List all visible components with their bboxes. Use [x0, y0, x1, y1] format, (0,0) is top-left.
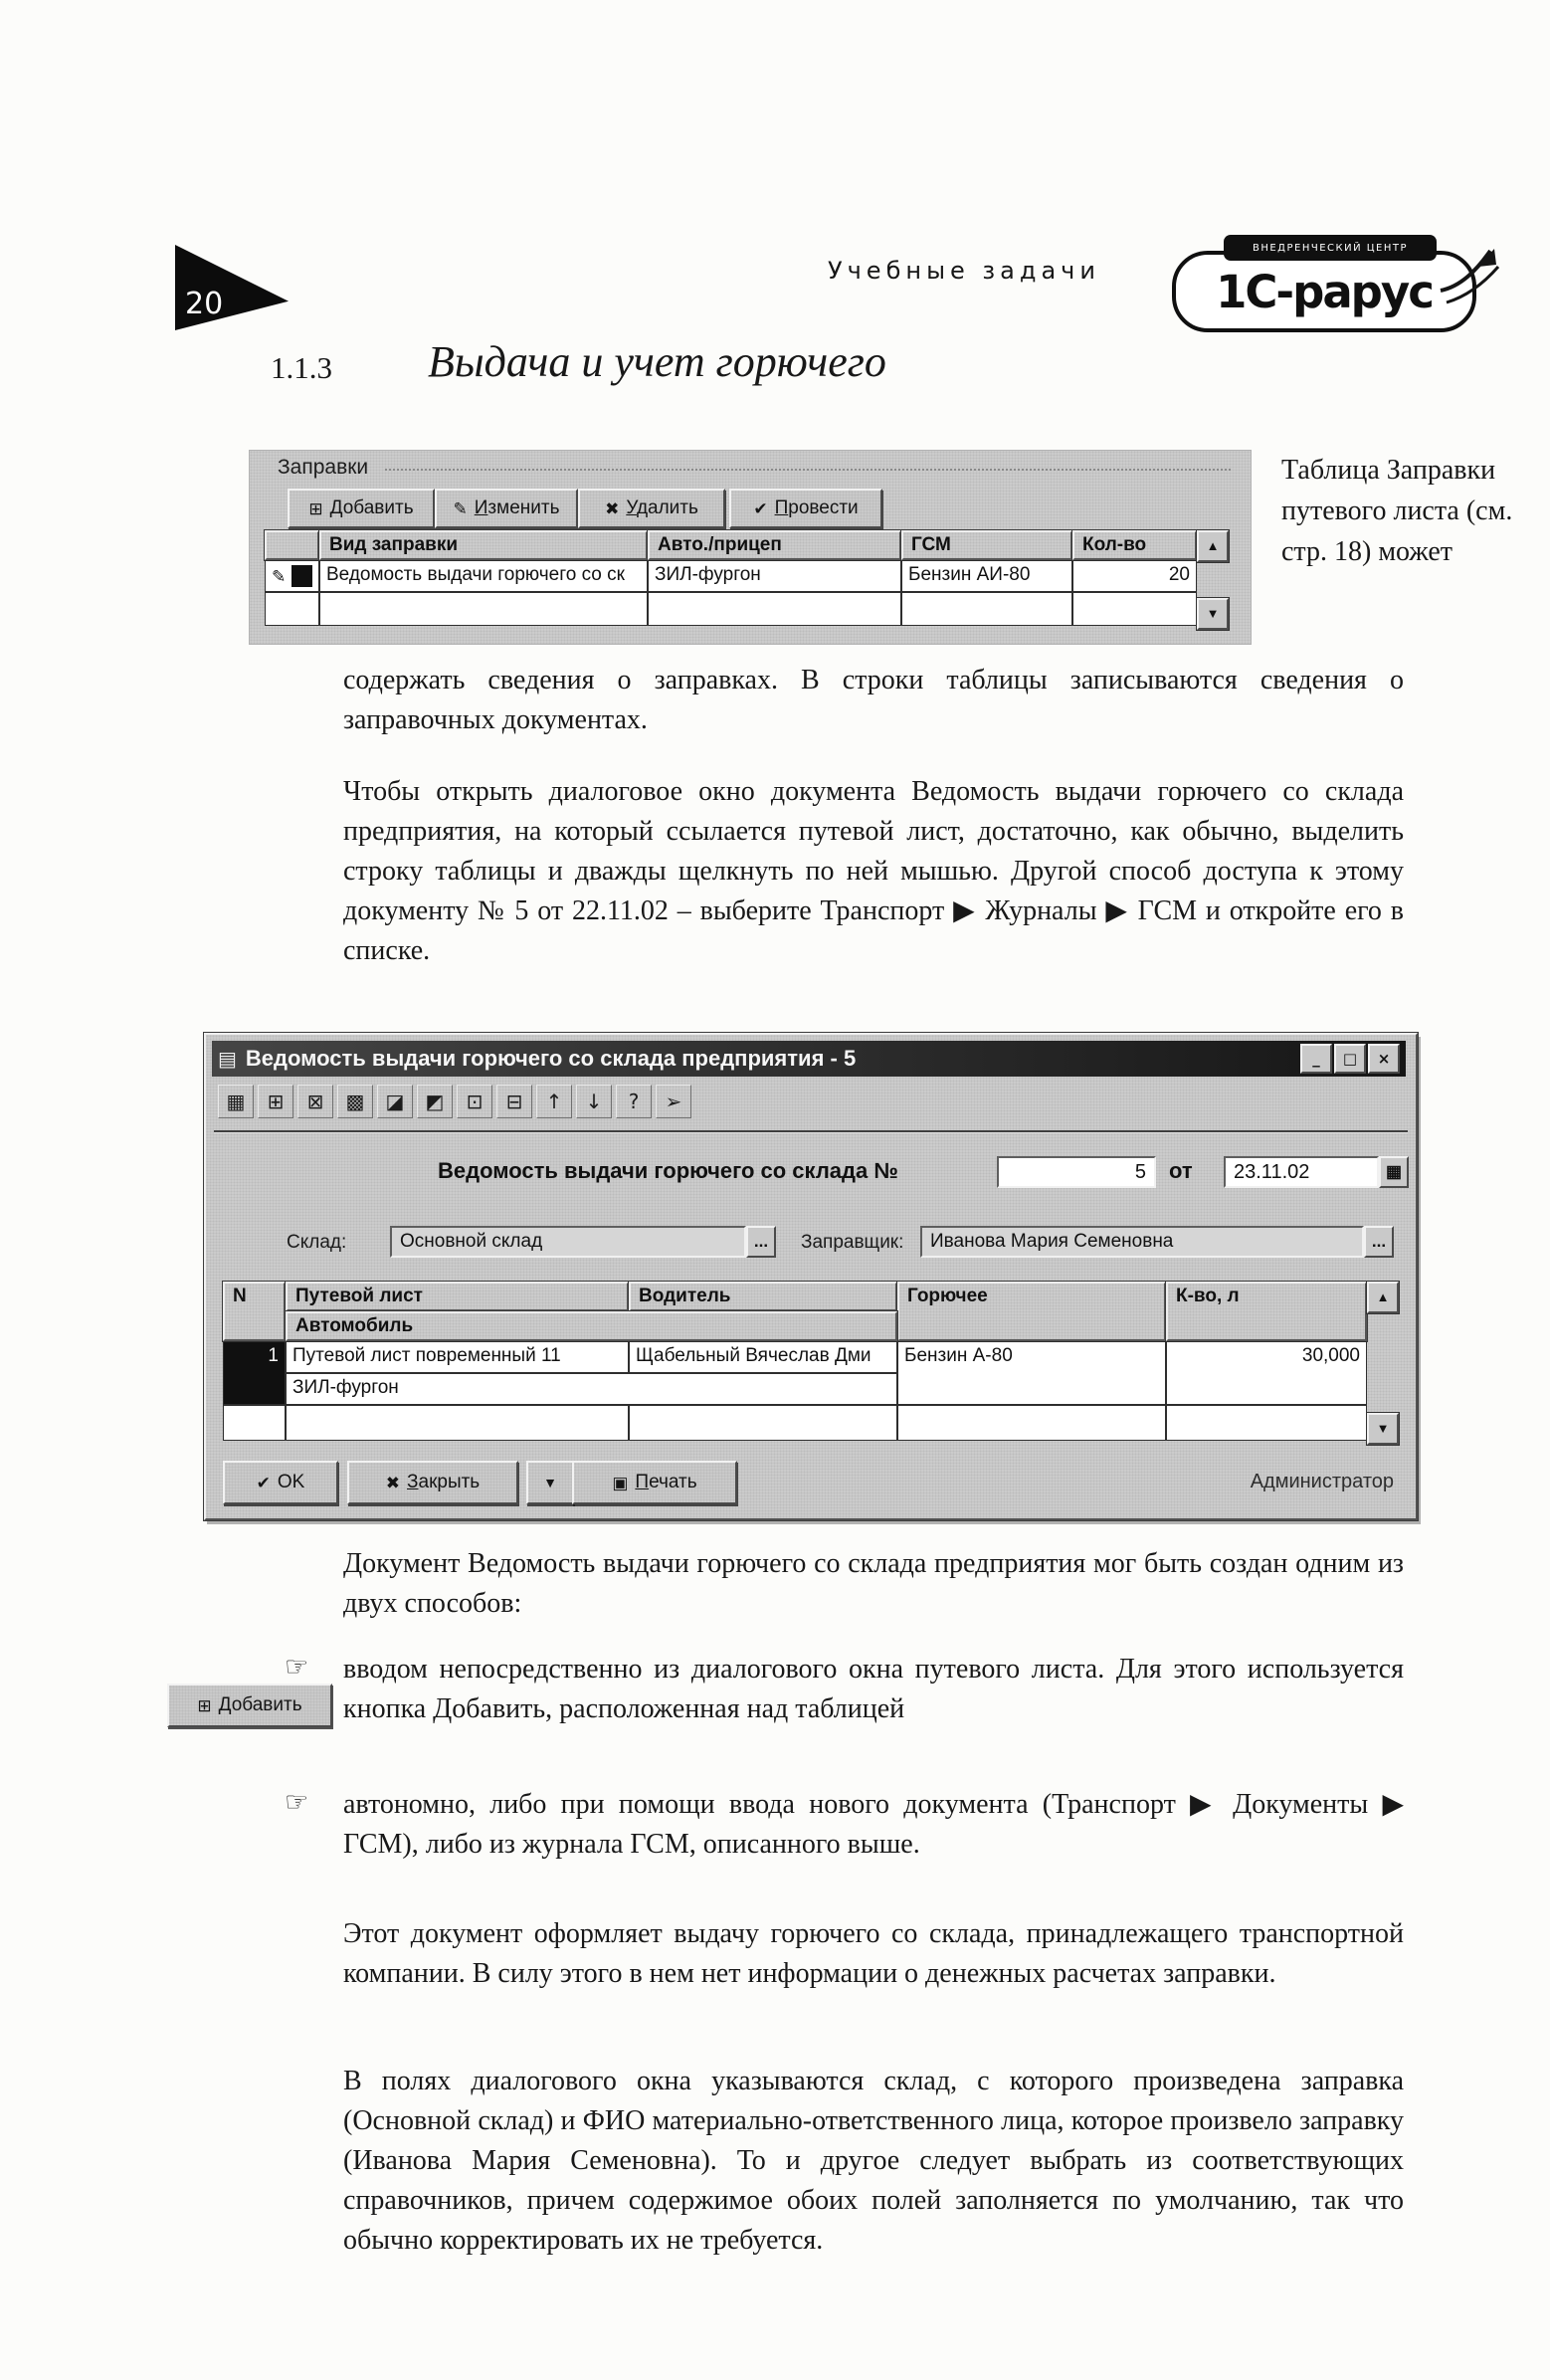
running-header: Учебные задачи	[828, 257, 1100, 285]
document-number-field[interactable]: 5	[997, 1156, 1156, 1188]
print-button-label: Печать	[635, 1472, 697, 1492]
edit-button-label: Изменить	[474, 497, 560, 518]
empty-cell	[1166, 1405, 1367, 1441]
1c-rarus-logo	[1172, 235, 1500, 334]
empty-cell	[629, 1405, 897, 1441]
column-header-vehicle: Авто./прицеп	[648, 530, 901, 560]
column-header-n: N	[223, 1282, 286, 1341]
empty-cell	[1072, 592, 1197, 626]
bullet-item-2: автономно, либо при помощи ввода нового документа (Транспорт ▶ Документы ▶ ГСМ), либо из журнала ГСМ, описанного выше.	[343, 1789, 1404, 1860]
cell-qty[interactable]: 30,000	[1166, 1341, 1367, 1405]
checkmark-icon: ✔	[753, 498, 768, 518]
edit-button[interactable]	[435, 489, 578, 528]
column-header-fuel: ГСМ	[901, 530, 1072, 560]
column-subheader-vehicle: Автомобиль	[286, 1311, 897, 1341]
empty-cell	[319, 592, 648, 626]
empty-cell	[897, 1405, 1166, 1441]
open-document-icon[interactable]: ◪	[377, 1085, 413, 1118]
page-number: 20	[185, 287, 224, 321]
pointing-hand-icon: ☞	[285, 1652, 309, 1683]
warehouse-label: Склад:	[287, 1232, 347, 1253]
dialog-toolbar	[218, 1085, 691, 1118]
cell-driver[interactable]: Щабельный Вячеслав Дми	[629, 1341, 897, 1373]
row-selector-box	[291, 565, 312, 587]
post-button-label: Провести	[774, 497, 859, 518]
help-icon[interactable]: ?	[616, 1085, 652, 1118]
filler-ellipsis-button[interactable]: ...	[1364, 1226, 1394, 1258]
margin-note: Таблица Заправки путевого листа (см. стр. 18) может	[1281, 455, 1513, 567]
empty-cell	[223, 1405, 286, 1441]
printer-icon: ▣	[612, 1473, 629, 1492]
sort-descending-icon[interactable]: ↓	[576, 1085, 612, 1118]
fuel-refill-panel-screenshot	[249, 450, 1252, 645]
paragraph-4: Этот документ оформляет выдачу горючего со склада, принадлежащего транспортной компании. В силу этого в нем нет информации о денежных расчетах заправки.	[343, 1918, 1404, 1989]
from-label: от	[1169, 1158, 1193, 1183]
context-help-icon[interactable]: ➢	[656, 1085, 691, 1118]
goto-document-icon[interactable]: ⊟	[496, 1085, 532, 1118]
groupbox-label: Заправки	[278, 456, 369, 479]
cell-qty[interactable]: 20	[1072, 560, 1197, 592]
delete-button[interactable]	[578, 489, 725, 528]
logo-text: 1С-рарус	[1216, 265, 1433, 318]
ok-button-label: OK	[277, 1472, 305, 1492]
add-button[interactable]	[288, 489, 435, 528]
empty-cell	[901, 592, 1072, 626]
row-marker-cell[interactable]	[265, 560, 319, 592]
maximize-button[interactable]: □	[1334, 1044, 1366, 1074]
checkmark-icon: ✔	[256, 1473, 271, 1492]
cell-fuel[interactable]: Бензин А-80	[897, 1341, 1166, 1405]
waybill-table	[223, 1282, 1395, 1441]
warehouse-ellipsis-button[interactable]: ...	[746, 1226, 776, 1258]
print-button[interactable]	[572, 1461, 737, 1504]
column-header-qty: Кол-во	[1072, 530, 1197, 560]
scroll-up-button[interactable]: ▲	[1367, 1282, 1399, 1313]
document-header-label: Ведомость выдачи горючего со склада №	[438, 1158, 898, 1183]
add-document-icon[interactable]: ⊡	[457, 1085, 492, 1118]
section-number: 1.1.3	[271, 350, 332, 385]
add-button-label: Добавить	[329, 497, 414, 518]
groupbox-rule	[385, 469, 1231, 471]
cell-fuel[interactable]: Бензин АИ-80	[901, 560, 1072, 592]
delete-button-label: Удалить	[626, 497, 698, 518]
chevron-down-icon: ▼	[543, 1475, 557, 1490]
cell-vehicle[interactable]: ЗИЛ-фургон	[648, 560, 901, 592]
margin-add-button-illustration[interactable]	[167, 1684, 332, 1727]
toolbar-separator	[214, 1130, 1408, 1133]
fuel-issue-dialog-screenshot	[204, 1033, 1418, 1520]
delete-row-icon: ✖	[605, 498, 620, 518]
column-header-driver: Водитель	[629, 1282, 897, 1311]
add-row-icon: ⊞	[197, 1695, 212, 1715]
column-header-fuel: Горючее	[897, 1282, 1166, 1341]
close-button-label: Закрыть	[407, 1472, 481, 1492]
margin-add-button-label: Добавить	[218, 1694, 302, 1715]
sort-ascending-icon[interactable]: ↑	[536, 1085, 572, 1118]
move-row-icon[interactable]: ▩	[337, 1085, 373, 1118]
empty-cell	[648, 592, 901, 626]
copy-row-icon[interactable]: ⊞	[258, 1085, 293, 1118]
filler-field[interactable]: Иванова Мария Семеновна	[920, 1226, 1364, 1258]
bullet-item-1: вводом непосредственно из диалогового окна путевого листа. Для этого используется кнопка Добавить, расположенная над таблицей	[343, 1654, 1404, 1724]
add-row-icon: ⊞	[308, 498, 323, 518]
document-icon: ▤	[218, 1047, 237, 1071]
column-header-qty: К-во, л	[1166, 1282, 1367, 1341]
document-date-field[interactable]: 23.11.02	[1224, 1156, 1379, 1188]
paragraph-3: Документ Ведомость выдачи горючего со склада предприятия мог быть создан одним из двух способов:	[343, 1548, 1404, 1619]
warehouse-field[interactable]: Основной склад	[390, 1226, 746, 1258]
column-header-type: Вид заправки	[319, 530, 648, 560]
dialog-titlebar[interactable]	[212, 1041, 1406, 1077]
close-dialog-button[interactable]	[347, 1461, 518, 1504]
paragraph-2: Чтобы открыть диалоговое окно документа Ведомость выдачи горючего со склада предприятия, на который ссылается путевой лист, достаточно, как обычно, выделить строку таблицы и дважды щелкнуть по ней мышью. Другой способ доступа к этому документу № 5 от 22.11.02 – выберите Транспорт ▶ Журналы ▶ ГСМ и откройте его в списке.	[343, 776, 1404, 966]
new-row-icon[interactable]: ▦	[218, 1085, 254, 1118]
scroll-down-button[interactable]: ▼	[1367, 1413, 1399, 1445]
delete-row-icon[interactable]: ⊠	[297, 1085, 333, 1118]
empty-cell	[286, 1405, 629, 1441]
row-edit-icon: ✎	[272, 566, 287, 586]
minimize-button[interactable]: _	[1300, 1044, 1332, 1074]
scroll-down-button[interactable]: ▼	[1197, 598, 1229, 630]
scroll-up-button[interactable]: ▲	[1197, 530, 1229, 562]
empty-cell	[265, 592, 319, 626]
status-user: Администратор	[1250, 1471, 1394, 1492]
paragraph-5: В полях диалогового окна указываются склад, с которого произведена заправка (Основной склад) и ФИО материально-ответственного лица, которое произвело заправку (Иванова Мария Семеновна). То и другое следует выбрать из соответствующих справочников, причем содержимое обоих полей заполняется по умолчанию, так что обычно корректировать их не требуется.	[343, 2066, 1404, 2256]
print-dropdown-button[interactable]	[526, 1461, 574, 1504]
logo-flourish-icon	[1439, 245, 1502, 310]
logo-frame	[1172, 251, 1476, 332]
cell-row-number[interactable]: 1	[223, 1341, 286, 1405]
filler-label: Заправщик:	[801, 1232, 904, 1253]
x-icon: ✖	[385, 1473, 401, 1492]
cell-vehicle[interactable]: ЗИЛ-фургон	[286, 1373, 897, 1405]
refills-table	[265, 530, 1225, 628]
cell-waybill[interactable]: Путевой лист повременный 11	[286, 1341, 629, 1373]
ok-button[interactable]	[223, 1461, 338, 1504]
delete-document-icon[interactable]: ◩	[417, 1085, 453, 1118]
logo-banner: ВНЕДРЕНЧЕСКИЙ ЦЕНТР	[1224, 235, 1437, 261]
paragraph-1: содержать сведения о заправках. В строки таблицы записываются сведения о заправочных документах.	[343, 665, 1404, 735]
post-button[interactable]	[729, 489, 882, 528]
column-header-marker	[265, 530, 319, 560]
close-button[interactable]: ×	[1368, 1044, 1400, 1074]
edit-row-icon: ✎	[453, 498, 468, 518]
cell-refill-type[interactable]: Ведомость выдачи горючего со ск	[319, 560, 648, 592]
calendar-button[interactable]: ▦	[1379, 1156, 1409, 1188]
section-title: Выдача и учет горючего	[428, 337, 886, 386]
dialog-title: Ведомость выдачи горючего со склада предприятия - 5	[245, 1046, 857, 1071]
pointing-hand-icon: ☞	[285, 1787, 309, 1818]
column-header-waybill: Путевой лист	[286, 1282, 629, 1311]
